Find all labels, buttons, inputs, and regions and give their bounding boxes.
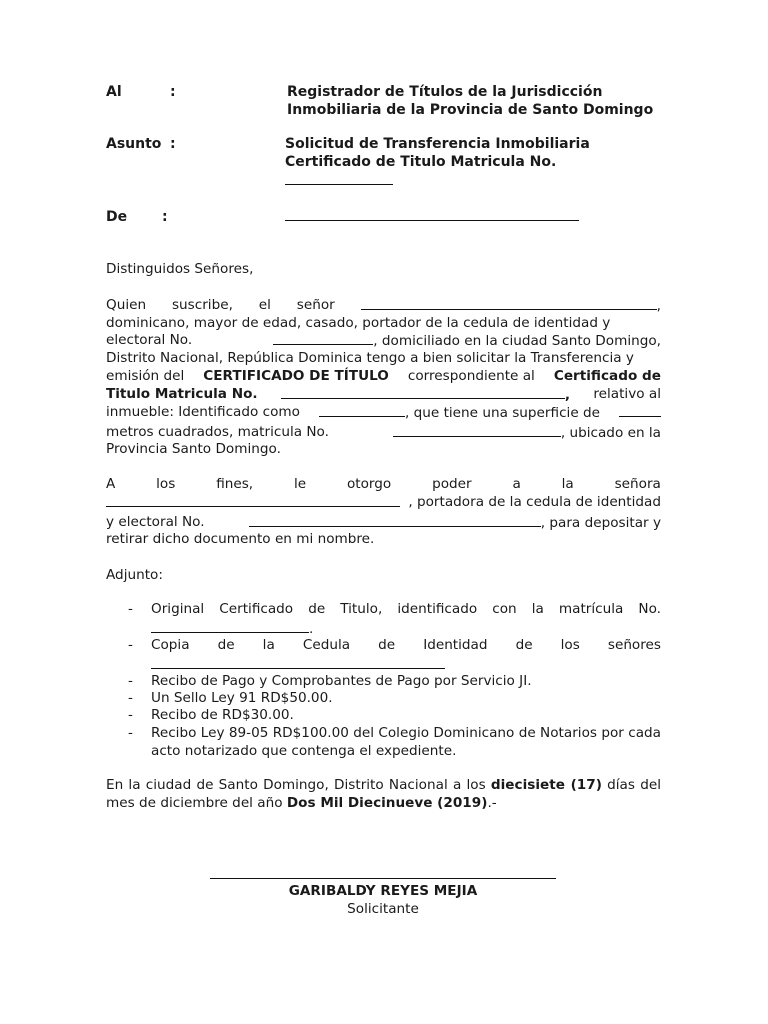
matricula-blank xyxy=(285,184,393,185)
p1-line-6 xyxy=(106,385,661,403)
item2-word: la xyxy=(262,637,275,653)
recipient-line-1: Registrador de Títulos de la Jurisdicción xyxy=(287,84,603,100)
from-colon: : xyxy=(162,209,168,225)
p1-l5b: CERTIFICADO DE TÍTULO xyxy=(203,368,389,384)
bullet-dash: - xyxy=(128,707,133,723)
p2-line-4: retirar dicho documento en mi nombre. xyxy=(106,531,375,547)
attachment-item-4: Un Sello Ley 91 RD$50.00. xyxy=(151,690,333,706)
p1-l6a: Titulo Matricula No. xyxy=(106,386,258,402)
p1-word: señor xyxy=(296,297,335,313)
p2-l3b: , para depositar y xyxy=(540,515,661,531)
attachment-item-3: Recibo de Pago y Comprobantes de Pago por Servicio JI. xyxy=(151,673,532,689)
p1-word: suscribe, xyxy=(171,297,233,313)
cedula-blank xyxy=(273,331,373,345)
item2-word: Copia xyxy=(151,637,190,653)
closing-day: diecisiete (17) xyxy=(490,777,602,793)
greeting: Distinguidos Señores, xyxy=(106,261,254,277)
attachment-item-1-blank-row xyxy=(151,619,661,639)
p1-l8b: , ubicado en la xyxy=(560,425,661,441)
p1-l5c: correspondiente al xyxy=(407,368,535,384)
matricula-no-blank xyxy=(393,423,561,437)
p1-line-2: dominicano, mayor de edad, casado, portador de la cedula de identidad y xyxy=(106,315,611,331)
from-label: De xyxy=(106,209,128,225)
p1-l6c: relativo al xyxy=(593,386,661,402)
p2-l3-end xyxy=(249,513,661,531)
signer-role: Solicitante xyxy=(347,901,419,917)
item2-word: Identidad xyxy=(423,637,488,653)
closing-c: días del mes de diciembre del año xyxy=(106,777,661,811)
p1-l5d: Certificado de xyxy=(553,368,661,384)
p1-l7-mid xyxy=(319,403,600,421)
p2-l3a: y electoral No. xyxy=(106,514,205,530)
senora-cedula-blank xyxy=(249,513,541,527)
from-blank xyxy=(285,220,579,221)
p1-line-7 xyxy=(106,403,661,421)
attachment-item-1-text: Original Certificado de Titulo, identificado con la matrícula No. xyxy=(151,601,661,617)
p1-l6-mid xyxy=(281,385,570,403)
bullet-dash: - xyxy=(128,673,133,689)
superficie-blank xyxy=(619,403,661,417)
to-colon: : xyxy=(170,84,176,100)
p2-word: A xyxy=(106,476,116,492)
senor-name-blank xyxy=(361,296,657,310)
subject-colon: : xyxy=(170,136,176,152)
attachments-label: Adjunto: xyxy=(106,567,163,583)
comma: , xyxy=(656,298,661,314)
p1-line-1-end xyxy=(361,296,661,314)
item2-word: de xyxy=(217,637,235,653)
p1-l8a: metros cuadrados, matricula No. xyxy=(106,424,329,440)
identificado-blank xyxy=(319,403,405,417)
p1-l7b: , que tiene una superficie de xyxy=(405,405,600,421)
closing-year: Dos Mil Diecinueve (2019) xyxy=(286,794,488,811)
closing-paragraph xyxy=(106,777,661,812)
period: . xyxy=(309,620,314,637)
p2-word: fines, xyxy=(216,476,254,492)
subject-line-1: Solicitud de Transferencia Inmobiliaria xyxy=(285,136,590,152)
p2-word: otorgo xyxy=(346,476,392,492)
p2-l2b: , portadora de la cedula de identidad xyxy=(408,494,661,510)
p1-word: el xyxy=(258,297,271,313)
attachment-item-2-blank-row xyxy=(151,655,661,675)
attachment-item-6: Recibo Ley 89-05 RD$100.00 del Colegio Dominicano de Notarios por cada acto notarizado que contenga el expediente. xyxy=(151,725,661,759)
senora-name-blank xyxy=(106,493,400,507)
closing-a: En la ciudad de Santo Domingo, Distrito Nacional a los xyxy=(106,777,486,793)
p1-l3b: , domiciliado en la ciudad Santo Domingo, xyxy=(373,333,661,349)
p1-l6b: , xyxy=(564,387,571,403)
bullet-dash: - xyxy=(128,637,133,653)
p1-l7a: inmueble: Identificado como xyxy=(106,404,300,420)
item2-word: señores xyxy=(607,637,661,653)
bullet-dash: - xyxy=(128,690,133,706)
attachment-item-2-text xyxy=(151,637,661,655)
p1-line-5 xyxy=(106,367,661,385)
certificado-matricula-blank xyxy=(281,385,565,399)
item2-word: de xyxy=(378,637,396,653)
p1-l5a: emisión del xyxy=(106,368,185,384)
p2-word: señora xyxy=(614,476,661,492)
p1-line-3 xyxy=(106,331,661,349)
bullet-dash: - xyxy=(128,725,133,741)
p2-word: le xyxy=(293,476,307,492)
attachment-item-5: Recibo de RD$30.00. xyxy=(151,707,294,723)
original-matricula-blank xyxy=(151,619,309,633)
to-label: Al xyxy=(106,84,122,100)
attachment-item-1 xyxy=(151,601,661,638)
p2-line-1 xyxy=(106,475,661,493)
item2-word: los xyxy=(560,637,580,653)
p1-l3-end xyxy=(273,331,661,349)
senores-names-blank xyxy=(151,655,445,669)
p2-word: la xyxy=(561,476,574,492)
bullet-dash: - xyxy=(128,601,133,617)
subject-line-2: Certificado de Titulo Matricula No. xyxy=(285,154,557,170)
attachment-item-2 xyxy=(151,637,661,674)
p1-l3a: electoral No. xyxy=(106,332,193,348)
p2-word: los xyxy=(156,476,176,492)
p2-line-2 xyxy=(106,493,661,511)
p2-word: poder xyxy=(432,476,472,492)
closing-e: .- xyxy=(487,794,497,811)
p1-word: Quien xyxy=(106,297,147,313)
p1-line-9: Provincia Santo Domingo. xyxy=(106,441,281,457)
p1-l8-end xyxy=(393,423,661,441)
p1-line-1 xyxy=(106,296,661,314)
p1-line-8 xyxy=(106,423,661,441)
item2-word: Cedula xyxy=(302,637,351,653)
subject-label: Asunto xyxy=(106,136,162,152)
p1-line-4: Distrito Nacional, República Dominica tengo a bien solicitar la Transferencia y xyxy=(106,350,634,366)
signer-name: GARIBALDY REYES MEJIA xyxy=(288,883,478,899)
signature-line xyxy=(210,878,556,879)
item2-word: de xyxy=(515,637,533,653)
p2-word: a xyxy=(512,476,521,492)
recipient-line-2: Inmobiliaria de la Provincia de Santo Domingo xyxy=(287,102,654,118)
p2-line-3 xyxy=(106,513,661,531)
